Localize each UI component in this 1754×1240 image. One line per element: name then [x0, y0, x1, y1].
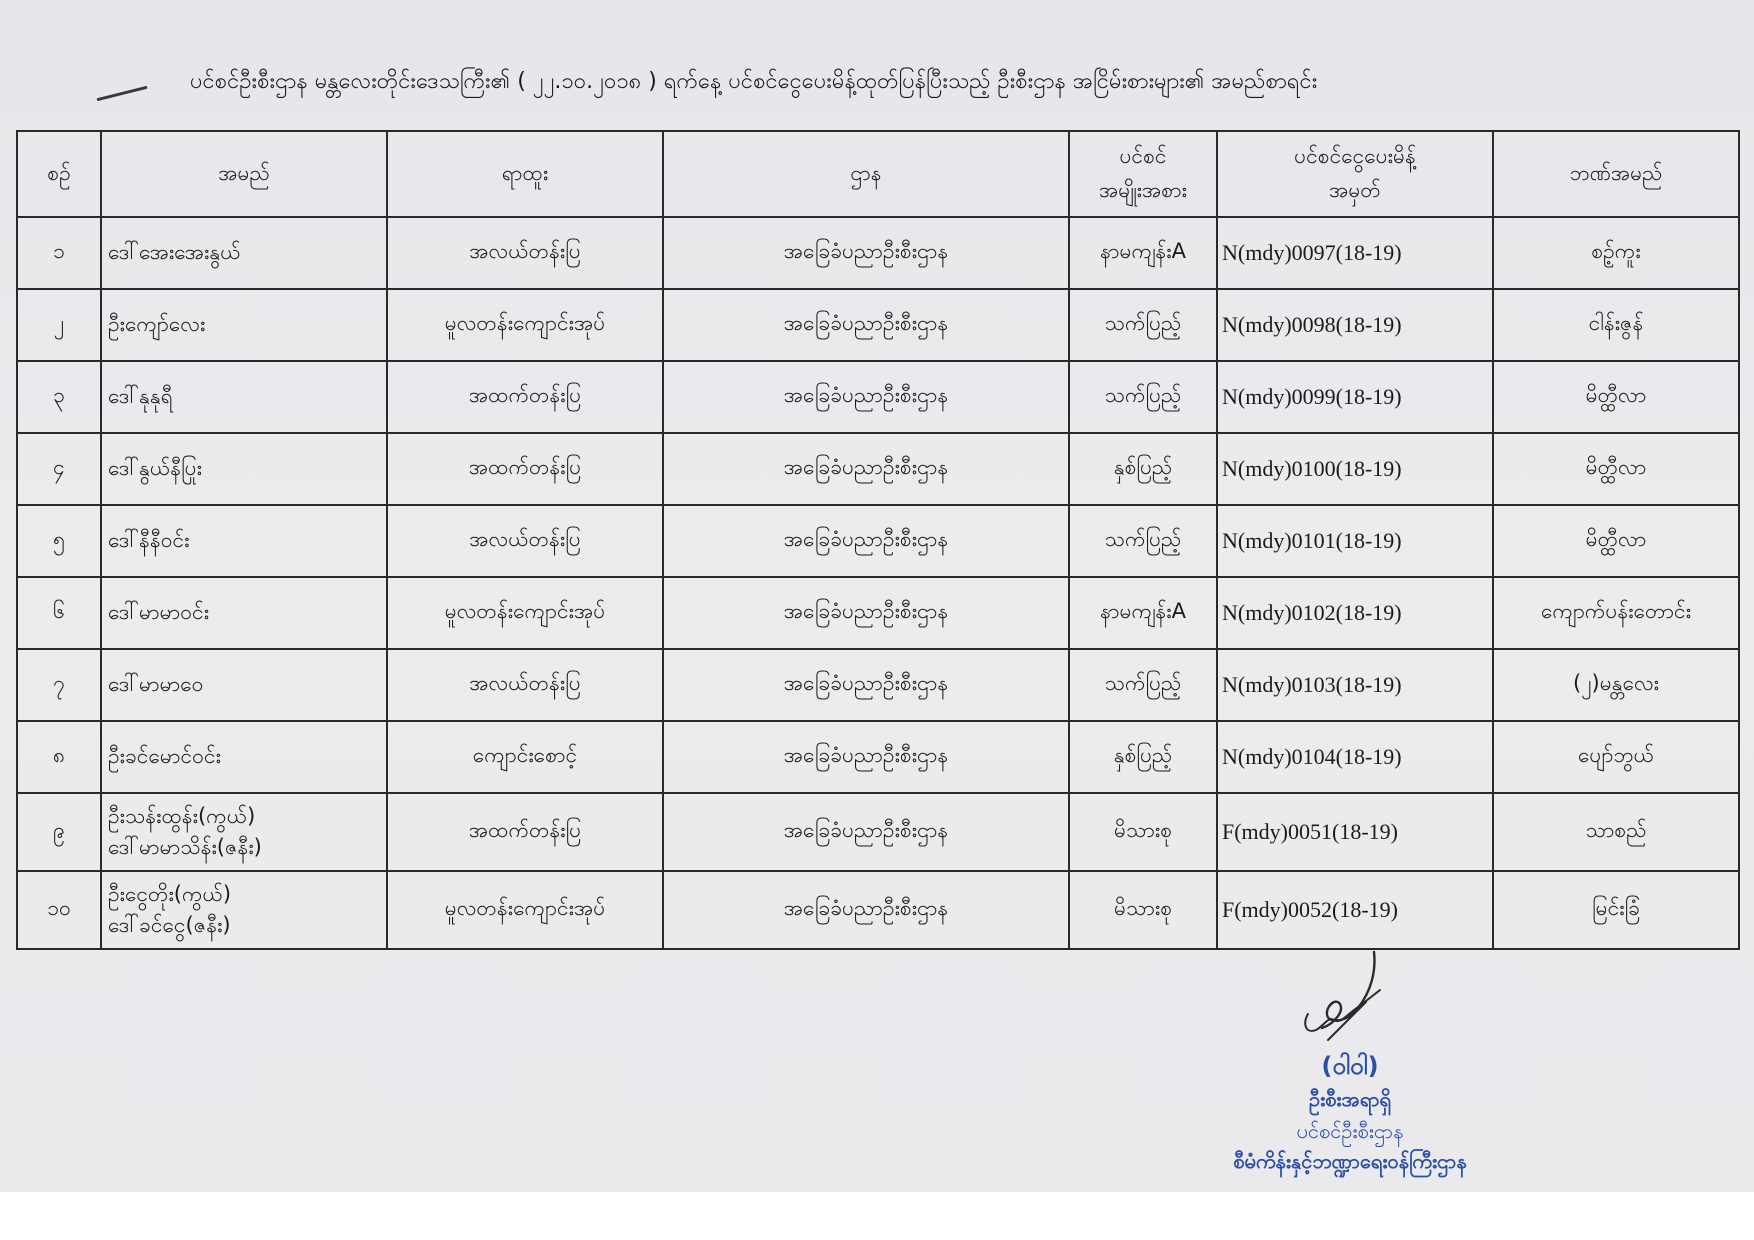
- cell-name-line1: ဦးသန်းထွန်း(ကွယ်): [108, 803, 256, 828]
- table-row: [17, 577, 1739, 649]
- cell-order-number: N(mdy)0101(18-19): [1217, 505, 1493, 577]
- cell-serial: ၈: [17, 721, 101, 793]
- cell-name: [101, 721, 387, 793]
- document-title: ပင်စင်ဦးစီးဌာန မန္တလေးတိုင်းဒေသကြီး၏ ( ၂၂.၁၀.၂၀၁၈ ) ရက်နေ့ ပင်စင်ငွေပေးမိန့်ထုတ်ပြန်ပြီးသည့် ဦးစီးဌာန အငြိမ်းစားများ၏ အမည်စာရင်း: [190, 69, 1318, 94]
- header-order-number-line1: ပင်စင်ငွေပေးမိန့်: [1294, 144, 1416, 169]
- table-row: [17, 649, 1739, 721]
- cell-bank: မိတ္ထီလာ: [1493, 361, 1739, 433]
- cell-name: [101, 649, 387, 721]
- cell-name-line2: ဒေါ်ခင်ငွေ(ဇနီး): [108, 913, 231, 937]
- header-pension-type-line2: အမျိုးအစား: [1099, 178, 1187, 202]
- cell-name-line1: ဦးခင်မောင်ဝင်း: [108, 744, 221, 769]
- cell-order-number: N(mdy)0104(18-19): [1217, 721, 1493, 793]
- header-order-number-line2: အမှတ်: [1329, 178, 1381, 202]
- cell-name-line1: ဒေါ်မာမာဝေ: [108, 672, 204, 697]
- table-header-row: [17, 131, 1739, 217]
- cell-name-line1: ဦးကျော်လေး: [108, 312, 206, 337]
- cell-order-number: N(mdy)0099(18-19): [1217, 361, 1493, 433]
- cell-pension-type: နှစ်ပြည့်: [1069, 433, 1217, 505]
- cell-department: အခြေခံပညာဦးစီးဌာန: [663, 577, 1069, 649]
- cell-order-number: N(mdy)0103(18-19): [1217, 649, 1493, 721]
- stamp-ministry: စီမံကိန်းနှင့်ဘဏ္ဍာရေးဝန်ကြီးဌာန: [1233, 1149, 1467, 1173]
- cell-department: အခြေခံပညာဦးစီးဌာန: [663, 433, 1069, 505]
- cell-serial: ၃: [17, 361, 101, 433]
- header-serial: စဉ်: [17, 131, 101, 217]
- cell-department: အခြေခံပညာဦးစီးဌာန: [663, 793, 1069, 871]
- cell-bank: ငါန်းဇွန်: [1493, 289, 1739, 361]
- cell-order-number: F(mdy)0052(18-19): [1217, 871, 1493, 949]
- cell-pension-type: နာမကျန်းA: [1069, 577, 1217, 649]
- cell-serial: ၁: [17, 217, 101, 289]
- cell-pension-type: နာမကျန်းA: [1069, 217, 1217, 289]
- table-body: [17, 217, 1739, 949]
- cell-bank: ပျော်ဘွယ်: [1493, 721, 1739, 793]
- cell-name-line1: ဒေါ်မာမာဝင်း: [108, 600, 210, 625]
- cell-rank: အထက်တန်းပြ: [387, 433, 663, 505]
- signature-stamp-block: [1140, 950, 1560, 1190]
- header-pension-type: [1069, 131, 1217, 217]
- table-row: [17, 217, 1739, 289]
- cell-serial: ၂: [17, 289, 101, 361]
- cell-bank: ကျောက်ပန်းတောင်း: [1493, 577, 1739, 649]
- cell-department: အခြေခံပညာဦးစီးဌာန: [663, 361, 1069, 433]
- table-row: [17, 871, 1739, 949]
- cell-name: [101, 871, 387, 949]
- table-row: [17, 289, 1739, 361]
- pen-stroke-mark: [96, 86, 147, 101]
- pensioner-table: [16, 130, 1740, 950]
- table-row: [17, 721, 1739, 793]
- cell-bank: (၂)မန္တလေး: [1493, 649, 1739, 721]
- cell-name-line1: ဒေါ်အေးအေးနွယ်: [108, 240, 241, 265]
- header-name: အမည်: [101, 131, 387, 217]
- cell-bank: မိတ္ထီလာ: [1493, 433, 1739, 505]
- cell-rank: အလယ်တန်းပြ: [387, 649, 663, 721]
- cell-pension-type: သက်ပြည့်: [1069, 505, 1217, 577]
- cell-department: အခြေခံပညာဦးစီးဌာန: [663, 871, 1069, 949]
- cell-name-line1: ဦးငွေတိုး(ကွယ်): [108, 881, 232, 906]
- cell-name: [101, 361, 387, 433]
- cell-name-line2: ဒေါ်မာမာသိန်း(ဇနီး): [108, 835, 262, 859]
- cell-order-number: N(mdy)0097(18-19): [1217, 217, 1493, 289]
- cell-name: [101, 289, 387, 361]
- header-department: ဌာန: [663, 131, 1069, 217]
- cell-serial: ၉: [17, 793, 101, 871]
- cell-serial: ၄: [17, 433, 101, 505]
- header-bank: ဘဏ်အမည်: [1493, 131, 1739, 217]
- cell-name: [101, 505, 387, 577]
- cell-name-line1: ဒေါ်နွယ်နီပြုး: [108, 456, 202, 481]
- cell-order-number: N(mdy)0102(18-19): [1217, 577, 1493, 649]
- cell-pension-type: နှစ်ပြည့်: [1069, 721, 1217, 793]
- table-row: [17, 433, 1739, 505]
- cell-rank: မူလတန်းကျောင်းအုပ်: [387, 871, 663, 949]
- cell-pension-type: သက်ပြည့်: [1069, 361, 1217, 433]
- cell-department: အခြေခံပညာဦးစီးဌာန: [663, 289, 1069, 361]
- cell-order-number: F(mdy)0051(18-19): [1217, 793, 1493, 871]
- cell-serial: ၁၀: [17, 871, 101, 949]
- cell-department: အခြေခံပညာဦးစီးဌာန: [663, 721, 1069, 793]
- cell-order-number: N(mdy)0098(18-19): [1217, 289, 1493, 361]
- cell-bank: သာစည်: [1493, 793, 1739, 871]
- header-pension-type-line1: ပင်စင်: [1119, 144, 1167, 169]
- cell-department: အခြေခံပညာဦးစီးဌာန: [663, 505, 1069, 577]
- cell-order-number: N(mdy)0100(18-19): [1217, 433, 1493, 505]
- cell-name: [101, 217, 387, 289]
- cell-pension-type: မိသားစု: [1069, 793, 1217, 871]
- stamp-signatory-name: (ဝါဝါ): [1321, 1052, 1379, 1080]
- cell-bank: မြင်းခြံ: [1493, 871, 1739, 949]
- cell-bank: မိတ္ထီလာ: [1493, 505, 1739, 577]
- cell-rank: အထက်တန်းပြ: [387, 361, 663, 433]
- header-rank: ရာထူး: [387, 131, 663, 217]
- stamp-department: ပင်စင်ဦးစီးဌာန: [1296, 1119, 1404, 1143]
- cell-serial: ၅: [17, 505, 101, 577]
- header-order-number: [1217, 131, 1493, 217]
- table-row: [17, 793, 1739, 871]
- cell-rank: အထက်တန်းပြ: [387, 793, 663, 871]
- cell-pension-type: မိသားစု: [1069, 871, 1217, 949]
- cell-serial: ၆: [17, 577, 101, 649]
- cell-rank: အလယ်တန်းပြ: [387, 505, 663, 577]
- handwritten-signature: [1288, 950, 1398, 1050]
- cell-pension-type: သက်ပြည့်: [1069, 649, 1217, 721]
- cell-name: [101, 577, 387, 649]
- cell-name-line1: ဒေါ်နီနီဝင်း: [108, 528, 190, 553]
- cell-name-line1: ဒေါ်နုနုရီ: [108, 384, 173, 409]
- cell-serial: ၇: [17, 649, 101, 721]
- cell-name: [101, 793, 387, 871]
- cell-bank: စဉ့်ကူး: [1493, 217, 1739, 289]
- cell-rank: မူလတန်းကျောင်းအုပ်: [387, 577, 663, 649]
- cell-rank: အလယ်တန်းပြ: [387, 217, 663, 289]
- cell-pension-type: သက်ပြည့်: [1069, 289, 1217, 361]
- table-row: [17, 361, 1739, 433]
- stamp-title: ဦးစီးအရာရှိ: [1308, 1087, 1392, 1111]
- cell-rank: မူလတန်းကျောင်းအုပ်: [387, 289, 663, 361]
- table-row: [17, 505, 1739, 577]
- cell-rank: ကျောင်းစောင့်: [387, 721, 663, 793]
- cell-name: [101, 433, 387, 505]
- cell-department: အခြေခံပညာဦးစီးဌာန: [663, 649, 1069, 721]
- cell-department: အခြေခံပညာဦးစီးဌာန: [663, 217, 1069, 289]
